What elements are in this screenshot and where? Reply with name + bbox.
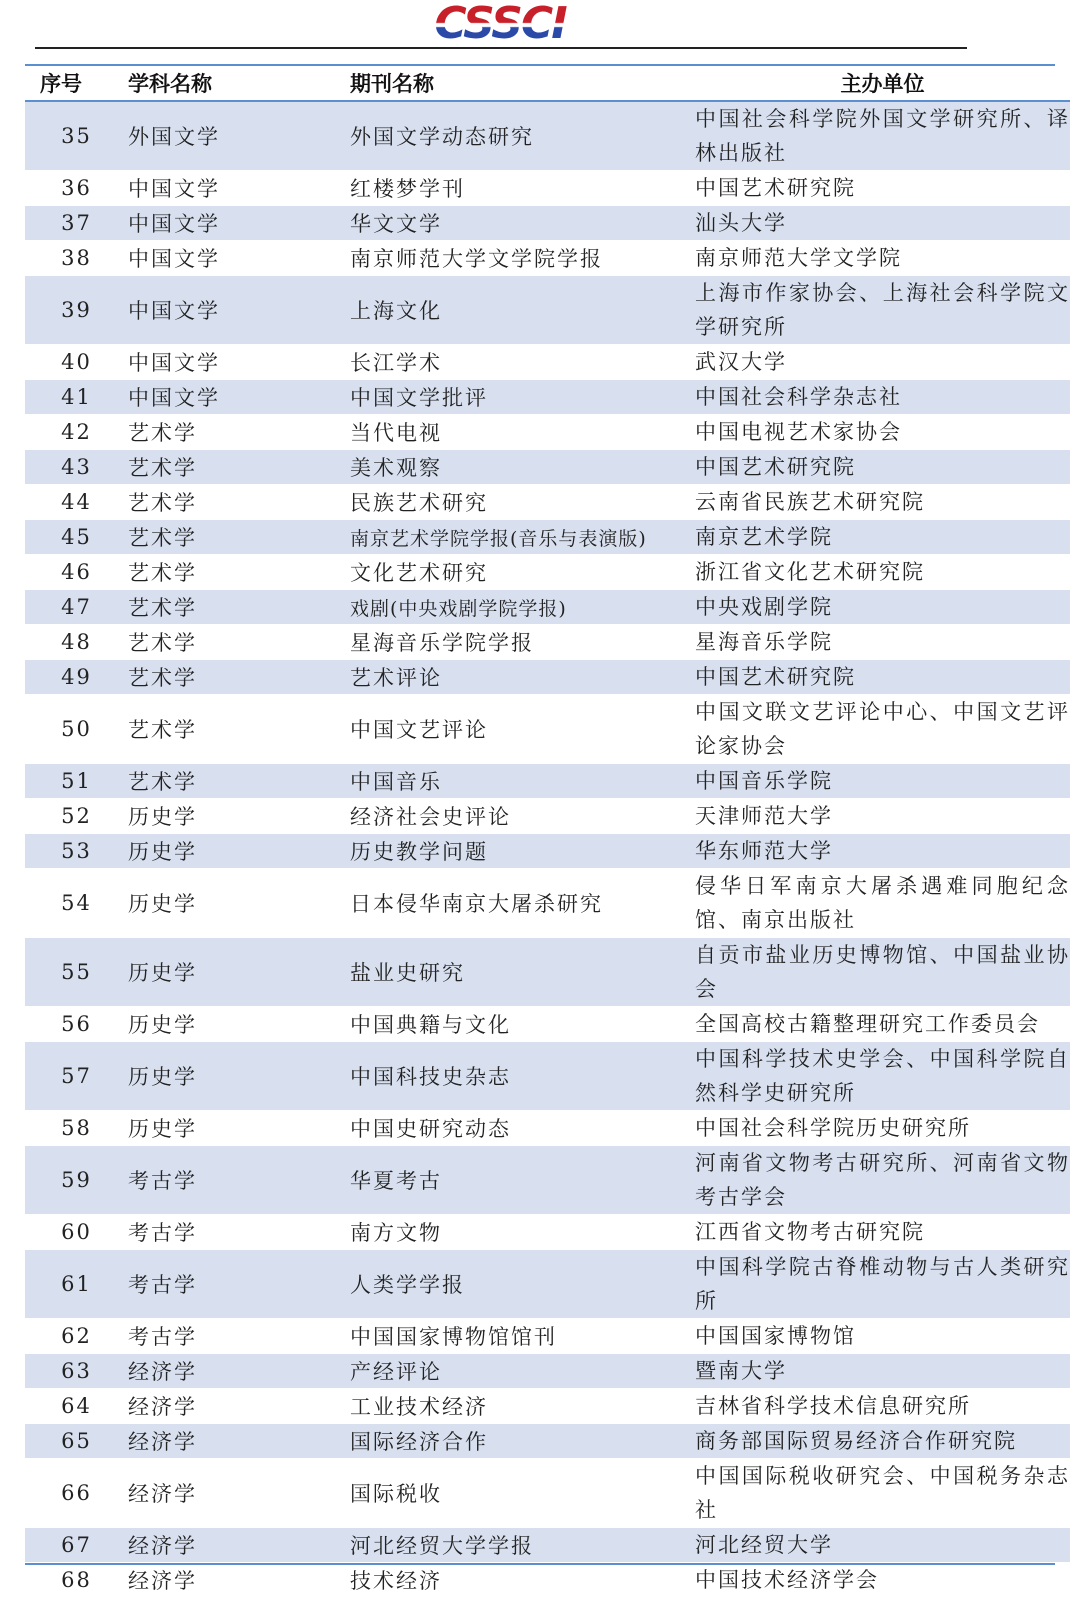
row-org: 中国技术经济学会	[695, 1563, 1070, 1597]
row-journal: 南方文物	[350, 1215, 695, 1250]
row-journal: 当代电视	[350, 415, 695, 450]
table-row	[25, 1528, 1070, 1563]
table-row	[25, 206, 1070, 241]
row-subject: 历史学	[128, 834, 350, 869]
row-journal: 红楼梦学刊	[350, 171, 695, 206]
table-row	[25, 241, 1070, 276]
row-no: 51	[25, 764, 128, 799]
row-org: 天津师范大学	[695, 799, 1070, 834]
row-journal: 盐业史研究	[350, 938, 695, 1007]
row-org: 江西省文物考古研究院	[695, 1215, 1070, 1250]
row-org: 河北经贸大学	[695, 1528, 1070, 1563]
row-journal: 星海音乐学院学报	[350, 625, 695, 660]
row-subject: 艺术学	[128, 450, 350, 485]
table-row	[25, 1319, 1070, 1354]
row-journal: 国际税收	[350, 1459, 695, 1528]
row-org: 自贡市盐业历史博物馆、中国盐业协会	[695, 938, 1070, 1007]
row-subject: 考古学	[128, 1319, 350, 1354]
row-no: 67	[25, 1528, 128, 1563]
row-no: 64	[25, 1389, 128, 1424]
row-subject: 中国文学	[128, 241, 350, 276]
row-org: 中央戏剧学院	[695, 590, 1070, 625]
row-journal: 河北经贸大学学报	[350, 1528, 695, 1563]
row-no: 50	[25, 695, 128, 764]
row-subject: 考古学	[128, 1215, 350, 1250]
header-rule	[35, 47, 967, 49]
row-org: 星海音乐学院	[695, 625, 1070, 660]
table-row	[25, 1042, 1070, 1111]
table-row	[25, 1563, 1070, 1597]
row-subject: 中国文学	[128, 380, 350, 415]
table-row	[25, 1250, 1070, 1319]
row-org: 浙江省文化艺术研究院	[695, 555, 1070, 590]
row-journal: 长江学术	[350, 345, 695, 380]
table-bottom-rule	[25, 1563, 1055, 1565]
table-row	[25, 764, 1070, 799]
col-header-subject: 学科名称	[128, 66, 350, 101]
row-subject: 历史学	[128, 1042, 350, 1111]
row-subject: 历史学	[128, 869, 350, 938]
row-no: 36	[25, 171, 128, 206]
row-org: 商务部国际贸易经济合作研究院	[695, 1424, 1070, 1459]
row-org: 华东师范大学	[695, 834, 1070, 869]
row-journal: 上海文化	[350, 276, 695, 345]
table-row	[25, 415, 1070, 450]
row-no: 58	[25, 1111, 128, 1146]
row-subject: 历史学	[128, 799, 350, 834]
row-subject: 经济学	[128, 1459, 350, 1528]
row-subject: 中国文学	[128, 206, 350, 241]
row-journal: 中国文艺评论	[350, 695, 695, 764]
row-no: 38	[25, 241, 128, 276]
row-journal: 工业技术经济	[350, 1389, 695, 1424]
row-no: 40	[25, 345, 128, 380]
row-subject: 艺术学	[128, 660, 350, 695]
row-journal: 文化艺术研究	[350, 555, 695, 590]
col-header-no: 序号	[25, 66, 128, 101]
row-journal: 华文文学	[350, 206, 695, 241]
row-org: 中国电视艺术家协会	[695, 415, 1070, 450]
row-journal: 美术观察	[350, 450, 695, 485]
row-no: 42	[25, 415, 128, 450]
row-no: 59	[25, 1146, 128, 1215]
table-header-row	[25, 66, 1070, 101]
row-journal: 外国文学动态研究	[350, 101, 695, 171]
row-org: 南京师范大学文学院	[695, 241, 1070, 276]
row-journal: 南京艺术学院学报(音乐与表演版)	[350, 520, 695, 555]
row-no: 48	[25, 625, 128, 660]
row-subject: 考古学	[128, 1146, 350, 1215]
row-journal: 南京师范大学文学院学报	[350, 241, 695, 276]
row-org: 中国艺术研究院	[695, 450, 1070, 485]
row-org: 吉林省科学技术信息研究所	[695, 1389, 1070, 1424]
table-row	[25, 869, 1070, 938]
row-journal: 产经评论	[350, 1354, 695, 1389]
row-no: 41	[25, 380, 128, 415]
row-subject: 外国文学	[128, 101, 350, 171]
row-no: 44	[25, 485, 128, 520]
row-subject: 艺术学	[128, 555, 350, 590]
table-row	[25, 485, 1070, 520]
row-subject: 经济学	[128, 1389, 350, 1424]
row-no: 39	[25, 276, 128, 345]
row-journal: 中国科技史杂志	[350, 1042, 695, 1111]
row-subject: 中国文学	[128, 345, 350, 380]
row-org: 中国科学技术史学会、中国科学院自然科学史研究所	[695, 1042, 1070, 1111]
row-subject: 历史学	[128, 938, 350, 1007]
table-row	[25, 1424, 1070, 1459]
table-row	[25, 1111, 1070, 1146]
row-subject: 艺术学	[128, 625, 350, 660]
row-journal: 中国典籍与文化	[350, 1007, 695, 1042]
table-row	[25, 1215, 1070, 1250]
row-journal: 民族艺术研究	[350, 485, 695, 520]
row-no: 55	[25, 938, 128, 1007]
table-row	[25, 938, 1070, 1007]
row-journal: 日本侵华南京大屠杀研究	[350, 869, 695, 938]
row-no: 54	[25, 869, 128, 938]
row-org: 暨南大学	[695, 1354, 1070, 1389]
row-org: 武汉大学	[695, 345, 1070, 380]
table-row	[25, 450, 1070, 485]
row-subject: 历史学	[128, 1007, 350, 1042]
table-row	[25, 1007, 1070, 1042]
logo-text: CSSCI	[434, 0, 567, 44]
row-subject: 艺术学	[128, 520, 350, 555]
row-no: 56	[25, 1007, 128, 1042]
row-subject: 历史学	[128, 1111, 350, 1146]
row-org: 中国国际税收研究会、中国税务杂志社	[695, 1459, 1070, 1528]
table-row	[25, 625, 1070, 660]
row-no: 57	[25, 1042, 128, 1111]
row-journal: 国际经济合作	[350, 1424, 695, 1459]
table-row	[25, 834, 1070, 869]
cssci-logo	[420, 0, 580, 44]
row-org: 云南省民族艺术研究院	[695, 485, 1070, 520]
table-row	[25, 590, 1070, 625]
row-journal: 技术经济	[350, 1563, 695, 1597]
table-row	[25, 695, 1070, 764]
row-no: 37	[25, 206, 128, 241]
row-journal: 经济社会史评论	[350, 799, 695, 834]
row-subject: 艺术学	[128, 590, 350, 625]
row-subject: 经济学	[128, 1563, 350, 1597]
row-no: 52	[25, 799, 128, 834]
row-org: 中国艺术研究院	[695, 660, 1070, 695]
row-no: 49	[25, 660, 128, 695]
row-no: 45	[25, 520, 128, 555]
row-org: 中国社会科学院历史研究所	[695, 1111, 1070, 1146]
row-no: 47	[25, 590, 128, 625]
row-journal: 历史教学问题	[350, 834, 695, 869]
row-org: 中国文联文艺评论中心、中国文艺评论家协会	[695, 695, 1070, 764]
row-subject: 经济学	[128, 1354, 350, 1389]
row-no: 60	[25, 1215, 128, 1250]
row-journal: 艺术评论	[350, 660, 695, 695]
table-row	[25, 1459, 1070, 1528]
row-org: 汕头大学	[695, 206, 1070, 241]
table-row	[25, 520, 1070, 555]
row-no: 65	[25, 1424, 128, 1459]
row-org: 南京艺术学院	[695, 520, 1070, 555]
row-org: 中国国家博物馆	[695, 1319, 1070, 1354]
row-subject: 艺术学	[128, 415, 350, 450]
row-subject: 艺术学	[128, 695, 350, 764]
row-no: 63	[25, 1354, 128, 1389]
row-journal: 人类学学报	[350, 1250, 695, 1319]
row-no: 68	[25, 1563, 128, 1597]
row-journal: 中国国家博物馆馆刊	[350, 1319, 695, 1354]
row-journal: 戏剧(中央戏剧学院学报)	[350, 590, 695, 625]
row-no: 53	[25, 834, 128, 869]
row-subject: 经济学	[128, 1424, 350, 1459]
table-row	[25, 555, 1070, 590]
row-org: 中国社会科学杂志社	[695, 380, 1070, 415]
row-org: 中国艺术研究院	[695, 171, 1070, 206]
row-org: 河南省文物考古研究所、河南省文物考古学会	[695, 1146, 1070, 1215]
row-subject: 中国文学	[128, 171, 350, 206]
journal-table	[25, 66, 1070, 1597]
table-row	[25, 101, 1070, 171]
row-org: 全国高校古籍整理研究工作委员会	[695, 1007, 1070, 1042]
table-row	[25, 660, 1070, 695]
row-org: 中国音乐学院	[695, 764, 1070, 799]
row-no: 35	[25, 101, 128, 171]
table-row	[25, 799, 1070, 834]
row-org: 中国科学院古脊椎动物与古人类研究所	[695, 1250, 1070, 1319]
row-journal: 中国文学批评	[350, 380, 695, 415]
row-journal: 中国音乐	[350, 764, 695, 799]
row-subject: 艺术学	[128, 764, 350, 799]
col-header-journal: 期刊名称	[350, 66, 695, 101]
table-row	[25, 1146, 1070, 1215]
table-row	[25, 1389, 1070, 1424]
row-no: 62	[25, 1319, 128, 1354]
row-no: 46	[25, 555, 128, 590]
table-row	[25, 171, 1070, 206]
table-row	[25, 276, 1070, 345]
row-no: 43	[25, 450, 128, 485]
row-subject: 艺术学	[128, 485, 350, 520]
row-org: 上海市作家协会、上海社会科学院文学研究所	[695, 276, 1070, 345]
row-org: 中国社会科学院外国文学研究所、译林出版社	[695, 101, 1070, 171]
table-row	[25, 1354, 1070, 1389]
table-row	[25, 345, 1070, 380]
row-subject: 考古学	[128, 1250, 350, 1319]
col-header-org: 主办单位	[695, 66, 1070, 101]
table-row	[25, 380, 1070, 415]
row-no: 66	[25, 1459, 128, 1528]
row-journal: 中国史研究动态	[350, 1111, 695, 1146]
row-org: 侵华日军南京大屠杀遇难同胞纪念馆、南京出版社	[695, 869, 1070, 938]
table-body	[25, 101, 1070, 1597]
row-journal: 华夏考古	[350, 1146, 695, 1215]
header	[0, 0, 1080, 50]
row-subject: 中国文学	[128, 276, 350, 345]
row-no: 61	[25, 1250, 128, 1319]
row-subject: 经济学	[128, 1528, 350, 1563]
